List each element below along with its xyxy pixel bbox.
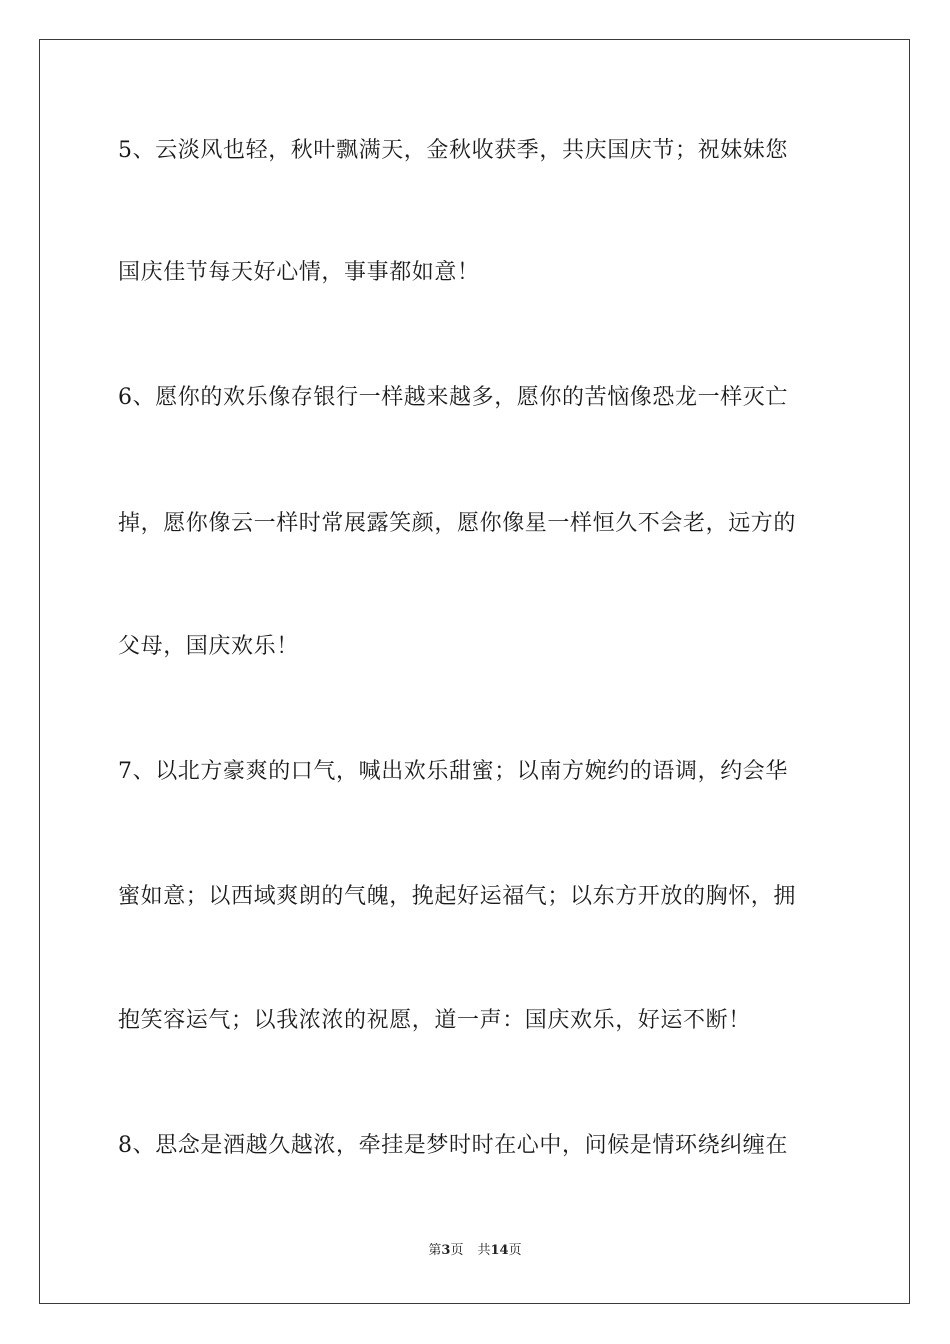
total-suffix: 页: [508, 1243, 522, 1258]
text-line-5: 父母，国庆欢乐！: [118, 634, 299, 659]
text-line-4: 掉，愿你像云一样时常展露笑颜，愿你像星一样恒久不会老，远方的: [118, 511, 797, 536]
text-line-8: 抱笑容运气；以我浓浓的祝愿，道一声：国庆欢乐，好运不断！: [118, 1008, 751, 1033]
text-line-3: 6、愿你的欢乐像存银行一样越来越多，愿你的苦恼像恐龙一样灭亡: [118, 385, 788, 410]
text-line-9: 8、思念是酒越久越浓，牵挂是梦时时在心中，问候是情环绕纠缠在: [118, 1133, 788, 1158]
total-pages: 14: [490, 1243, 509, 1258]
text-line-2: 国庆佳节每天好心情，事事都如意！: [118, 260, 480, 285]
page-footer: [0, 1242, 950, 1260]
text-line-7: 蜜如意；以西域爽朗的气魄，挽起好运福气；以东方开放的胸怀，拥: [118, 884, 797, 909]
text-line-1: 5、云淡风也轻，秋叶飘满天，金秋收获季，共庆国庆节；祝妹妹您: [118, 138, 788, 163]
page-prefix: 第: [428, 1243, 442, 1258]
page-border: [39, 39, 910, 1304]
page-suffix: 页: [450, 1243, 464, 1258]
text-line-6: 7、以北方豪爽的口气，喊出欢乐甜蜜；以南方婉约的语调，约会华: [118, 759, 788, 784]
total-prefix: 共: [477, 1243, 491, 1258]
page-number: 3: [441, 1243, 451, 1258]
